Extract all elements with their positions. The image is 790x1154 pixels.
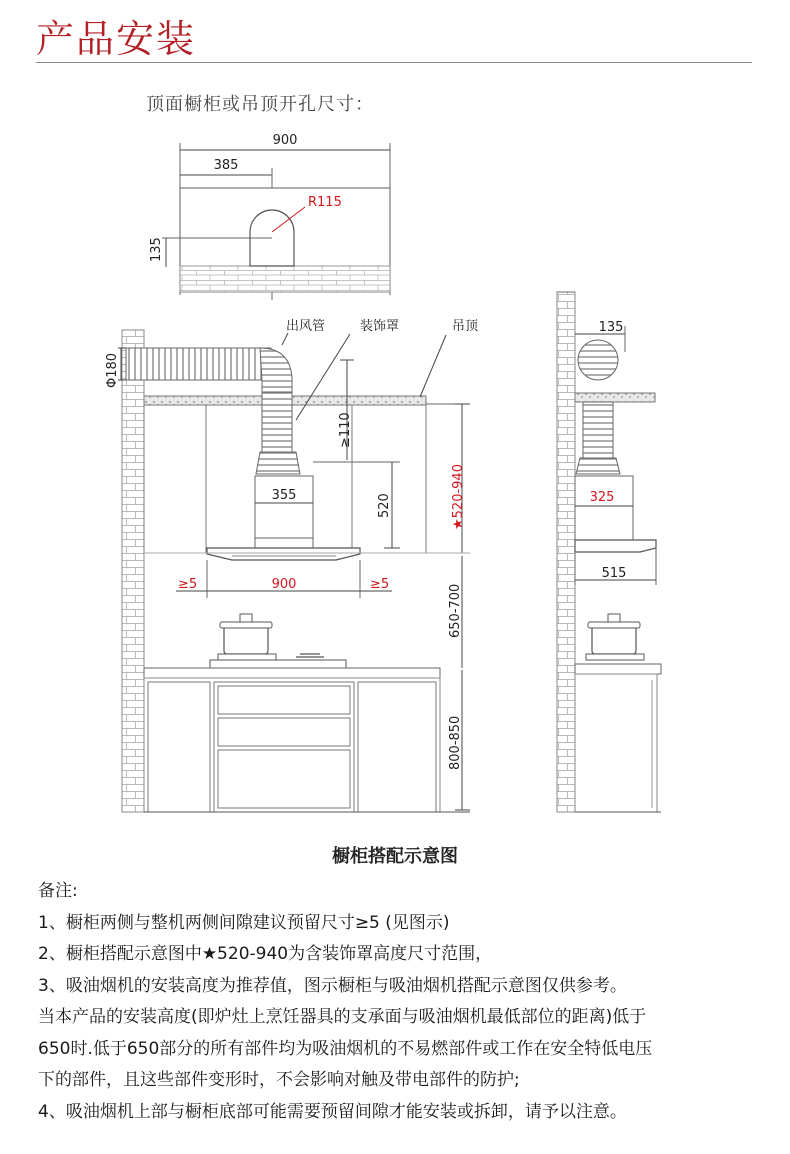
gap-min-label: ≥110 — [338, 412, 353, 448]
note-line: 1、橱柜两侧与整机两侧间隙建议预留尺寸≥5 (见图示) — [38, 912, 450, 933]
diagram-caption: 橱柜搭配示意图 — [332, 846, 458, 867]
note-line: 2、橱柜搭配示意图中★520-940为含装饰罩高度尺寸范围， — [38, 944, 493, 964]
counter-height-label: 800-850 — [448, 715, 463, 770]
install-height-label: 650-700 — [448, 583, 463, 638]
top-offset-label: 385 — [213, 158, 239, 173]
notes-section — [38, 876, 768, 1128]
side-hood-depth-label: 515 — [601, 566, 627, 581]
diagram-subtitle: 顶面橱柜或吊顶开孔尺寸： — [146, 94, 374, 115]
page-title: 产品安装 — [36, 17, 197, 61]
side-gap-left-label: ≥5 — [178, 577, 198, 592]
side-chimney-depth-label: 325 — [589, 490, 615, 505]
body-height-label: 520 — [377, 493, 392, 518]
notes-heading: 备注: — [38, 881, 78, 901]
chimney-width-label: 355 — [271, 488, 297, 503]
label-ceiling: 吊顶 — [452, 319, 479, 334]
note-line: 4、吸油烟机上部与橱柜底部可能需要预留间隙才能安装或拆卸，请予以注意。 — [38, 1101, 627, 1122]
top-view — [149, 133, 390, 300]
label-cover: 装饰罩 — [360, 319, 400, 334]
duct-diameter-label: Φ180 — [105, 352, 120, 388]
opening-radius-label: R115 — [308, 195, 342, 210]
side-duct-label: 135 — [598, 320, 624, 335]
top-height-label: 135 — [149, 237, 164, 262]
front-view — [105, 318, 479, 812]
cover-range-label: ★520-940 — [451, 464, 466, 530]
hood-width-label: 900 — [271, 577, 297, 592]
top-width-label: 900 — [272, 133, 298, 148]
side-view — [557, 292, 661, 812]
side-gap-right-label: ≥5 — [370, 577, 390, 592]
note-line: 下的部件，且这些部件变形时，不会影响对触及带电部件的防护; — [38, 1070, 520, 1090]
note-line: 3、吸油烟机的安装高度为推荐值，图示橱柜与吸油烟机搭配示意图仅供参考。 — [38, 975, 627, 996]
note-line: 650时.低于650部分的所有部件均为吸油烟机的不易燃部件或工作在安全特低电压 — [38, 1038, 653, 1059]
note-line: 当本产品的安装高度(即炉灶上烹饪器具的支承面与吸油烟机最低部位的距离)低于 — [38, 1007, 647, 1027]
label-duct: 出风管 — [286, 319, 326, 334]
